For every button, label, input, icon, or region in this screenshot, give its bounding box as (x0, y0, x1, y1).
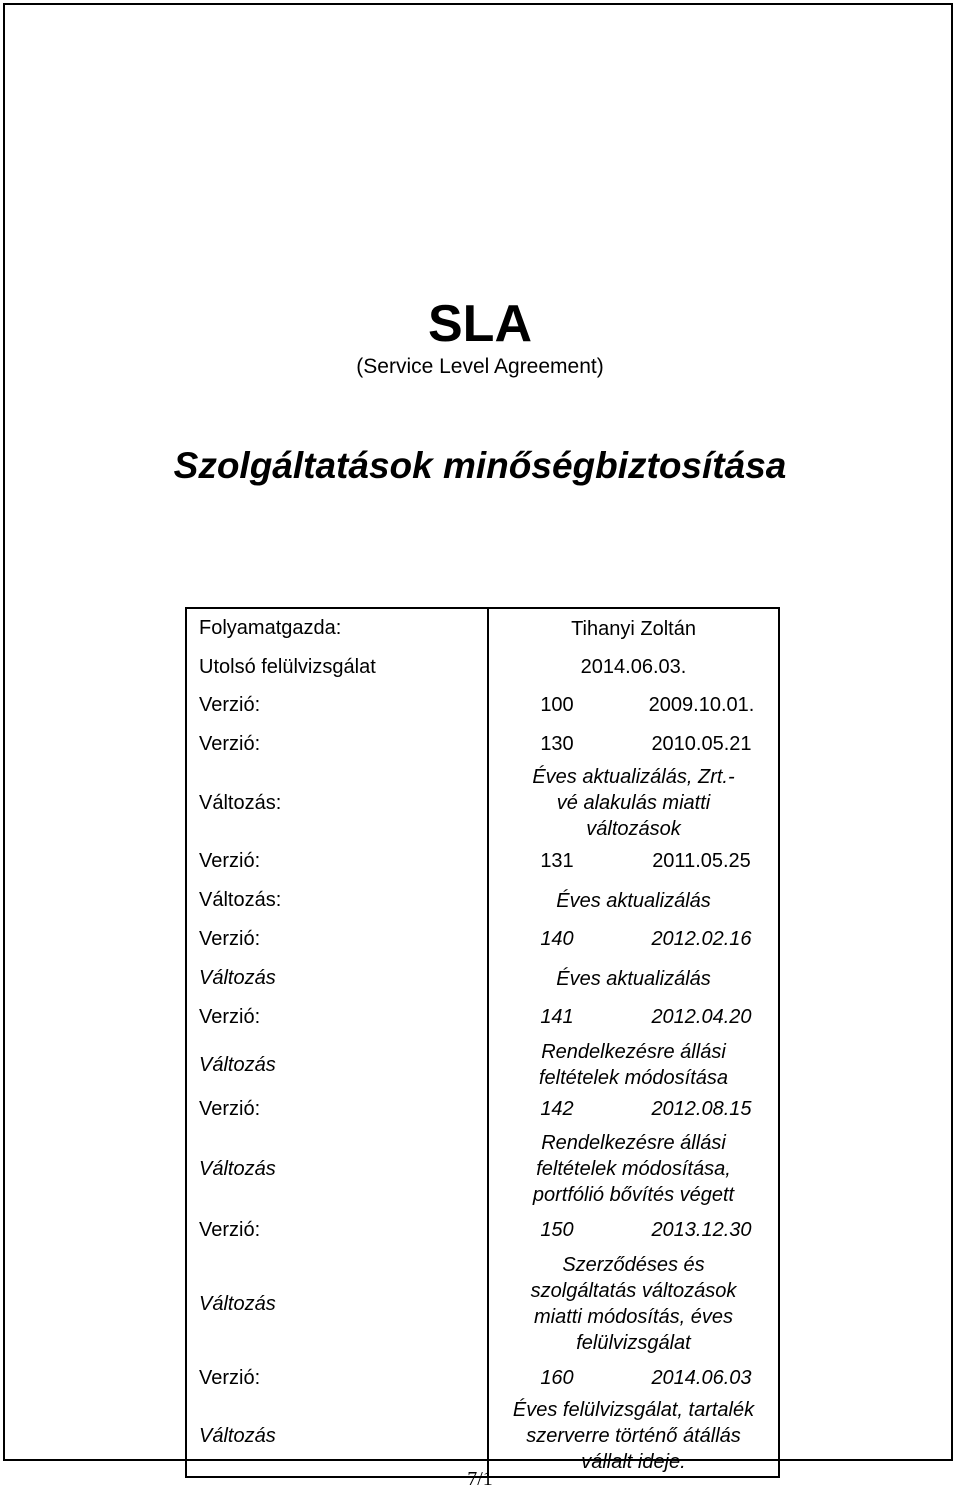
table-row-version (186, 686, 779, 725)
table-row-version (186, 998, 779, 1037)
change-text: Rendelkezésre állási feltételek módosítása (488, 1037, 779, 1093)
version-date: 2009.10.01. (625, 686, 779, 725)
change-label: Változás (186, 959, 488, 998)
version-label: Verzió: (186, 1360, 488, 1396)
table-row-change (186, 1248, 779, 1360)
change-label: Változás (186, 1126, 488, 1212)
version-date: 2012.04.20 (625, 998, 779, 1037)
change-text: Éves aktualizálás (488, 959, 779, 998)
table-row-change (186, 959, 779, 998)
version-number: 150 (488, 1212, 625, 1248)
table-row-version (186, 1360, 779, 1396)
version-label: Verzió: (186, 920, 488, 959)
table-row-change (186, 1396, 779, 1477)
table-row-owner (186, 608, 779, 648)
version-number: 142 (488, 1093, 625, 1126)
table-row-version (186, 842, 779, 881)
version-number: 131 (488, 842, 625, 881)
page-number: 7/1 (467, 1468, 493, 1490)
version-number: 140 (488, 920, 625, 959)
document-title: SLA (428, 295, 532, 353)
change-text: Éves felülvizsgálat, tartalék szerverre történő átállás vállalt ideje. (488, 1396, 779, 1477)
table-row-change (186, 1037, 779, 1093)
table-row-change (186, 764, 779, 842)
version-number: 130 (488, 725, 625, 764)
version-label: Verzió: (186, 1093, 488, 1126)
version-label: Verzió: (186, 725, 488, 764)
version-label: Verzió: (186, 842, 488, 881)
change-label: Változás: (186, 881, 488, 920)
table-row-version (186, 1212, 779, 1248)
version-label: Verzió: (186, 1212, 488, 1248)
change-label: Változás: (186, 764, 488, 842)
review-label: Utolsó felülvizsgálat (186, 648, 488, 686)
change-text: Éves aktualizálás, Zrt.-vé alakulás miatti változások (488, 764, 779, 842)
table-row-review (186, 648, 779, 686)
review-value: 2014.06.03. (488, 648, 779, 686)
table-row-version (186, 920, 779, 959)
table-row-change (186, 881, 779, 920)
document-subtitle: (Service Level Agreement) (356, 355, 604, 378)
version-label: Verzió: (186, 686, 488, 725)
version-number: 160 (488, 1360, 625, 1396)
version-date: 2011.05.25 (625, 842, 779, 881)
change-label: Változás (186, 1396, 488, 1477)
change-text: Szerződéses és szolgáltatás változások miatti módosítás, éves felülvizsgálat (488, 1248, 779, 1360)
version-number: 100 (488, 686, 625, 725)
owner-value: Tihanyi Zoltán (488, 608, 779, 648)
version-date: 2012.02.16 (625, 920, 779, 959)
change-label: Változás (186, 1037, 488, 1093)
document-heading: Szolgáltatások minőségbiztosítása (173, 445, 787, 486)
version-date: 2013.12.30 (625, 1212, 779, 1248)
change-label: Változás (186, 1248, 488, 1360)
owner-label: Folyamatgazda: (186, 608, 488, 648)
version-date: 2010.05.21 (625, 725, 779, 764)
version-history-table (185, 607, 780, 1478)
version-date: 2014.06.03 (625, 1360, 779, 1396)
table-row-change (186, 1126, 779, 1212)
change-text: Éves aktualizálás (488, 881, 779, 920)
change-text: Rendelkezésre állási feltételek módosítása, portfólió bővítés végett (488, 1126, 779, 1212)
table-row-version (186, 1093, 779, 1126)
version-number: 141 (488, 998, 625, 1037)
version-date: 2012.08.15 (625, 1093, 779, 1126)
version-label: Verzió: (186, 998, 488, 1037)
table-row-version (186, 725, 779, 764)
